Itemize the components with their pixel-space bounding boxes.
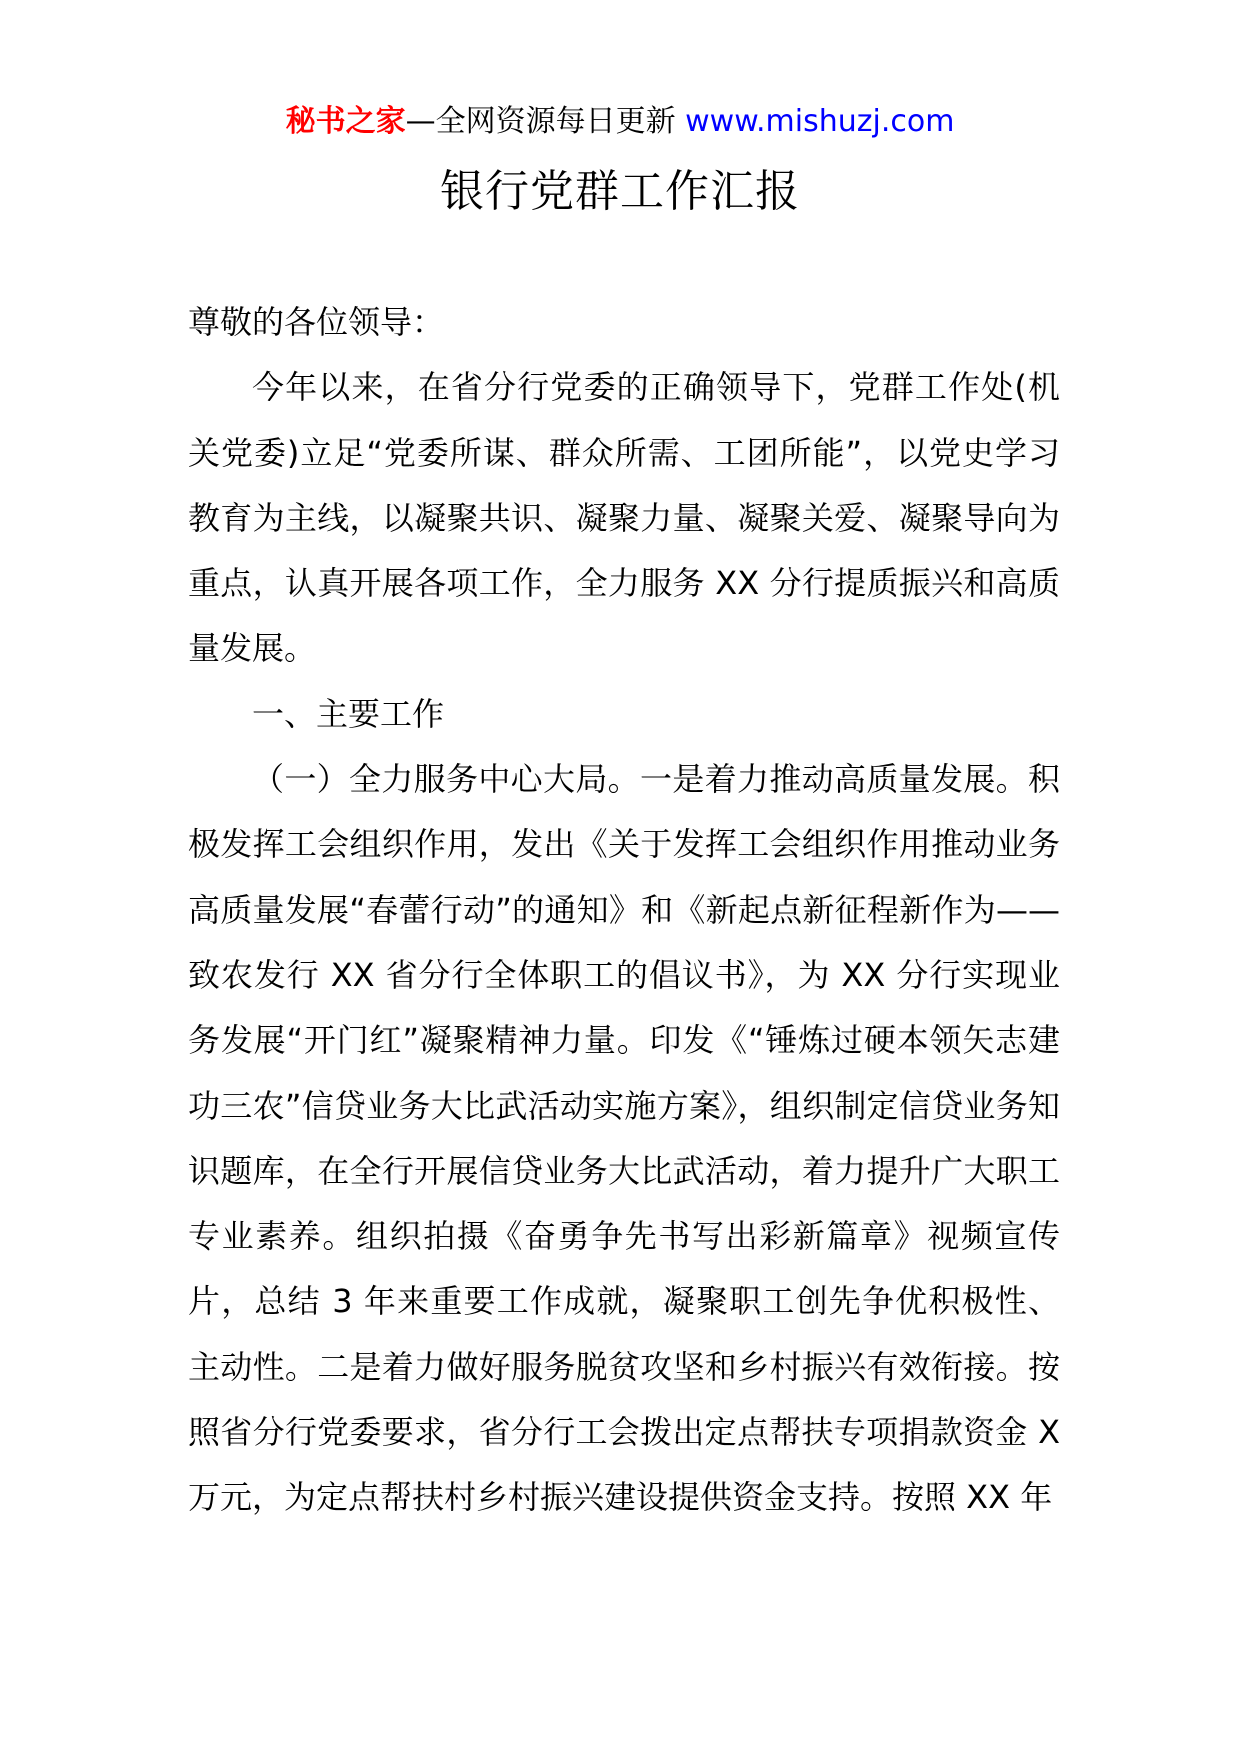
document-body [188,290,1060,1531]
document-title: 银行党群工作汇报 [440,166,800,217]
site-url-link[interactable]: www.mishuzj.com [685,104,955,139]
site-header [0,100,1240,144]
header-slogan: 全网资源每日更新 [435,104,676,139]
intro-paragraph: 今年以来，在省分行党委的正确领导下，党群工作处(机关党委)立足“党委所谋、群众所需、工团所能”，以党史学习教育为主线，以凝聚共识、凝聚力量、凝聚关爱、凝聚导向为重点，认真开展各项工作，全力服务 XX 分行提质振兴和高质量发展。 [188,368,1060,668]
body-paragraph: （一）全力服务中心大局。一是着力推动高质量发展。积极发挥工会组织作用，发出《关于发挥工会组织作用推动业务高质量发展“春蕾行动”的通知》和《新起点新征程新作为——致农发行 XX 省分行全体职工的倡议书》，为 XX 分行实现业务发展“开门红”凝聚精神力量。印发《“锤炼过硬本领矢志建功三农”信贷业务大比武活动实施方案》，组织制定信贷业务知识题库，在全行开展信贷业务大比武活动，着力提升广大职工专业素养。组织拍摄《奋勇争先书写出彩新篇章》视频宣传片，总结 3 年来重要工作成就，凝聚职工创先争优积极性、主动性。二是着力做好服务脱贫攻坚和乡村振兴有效衔接。按照省分行党委要求，省分行工会拨出定点帮扶专项捐款资金 X 万元，为定点帮扶村乡村振兴建设提供资金支持。按照 XX 年 [188,760,1060,1517]
brand-name: 秘书之家 [285,104,406,139]
header-dash: — [405,104,436,139]
salutation: 尊敬的各位领导： [188,303,445,341]
section-heading: 一、主要工作 [252,694,445,733]
